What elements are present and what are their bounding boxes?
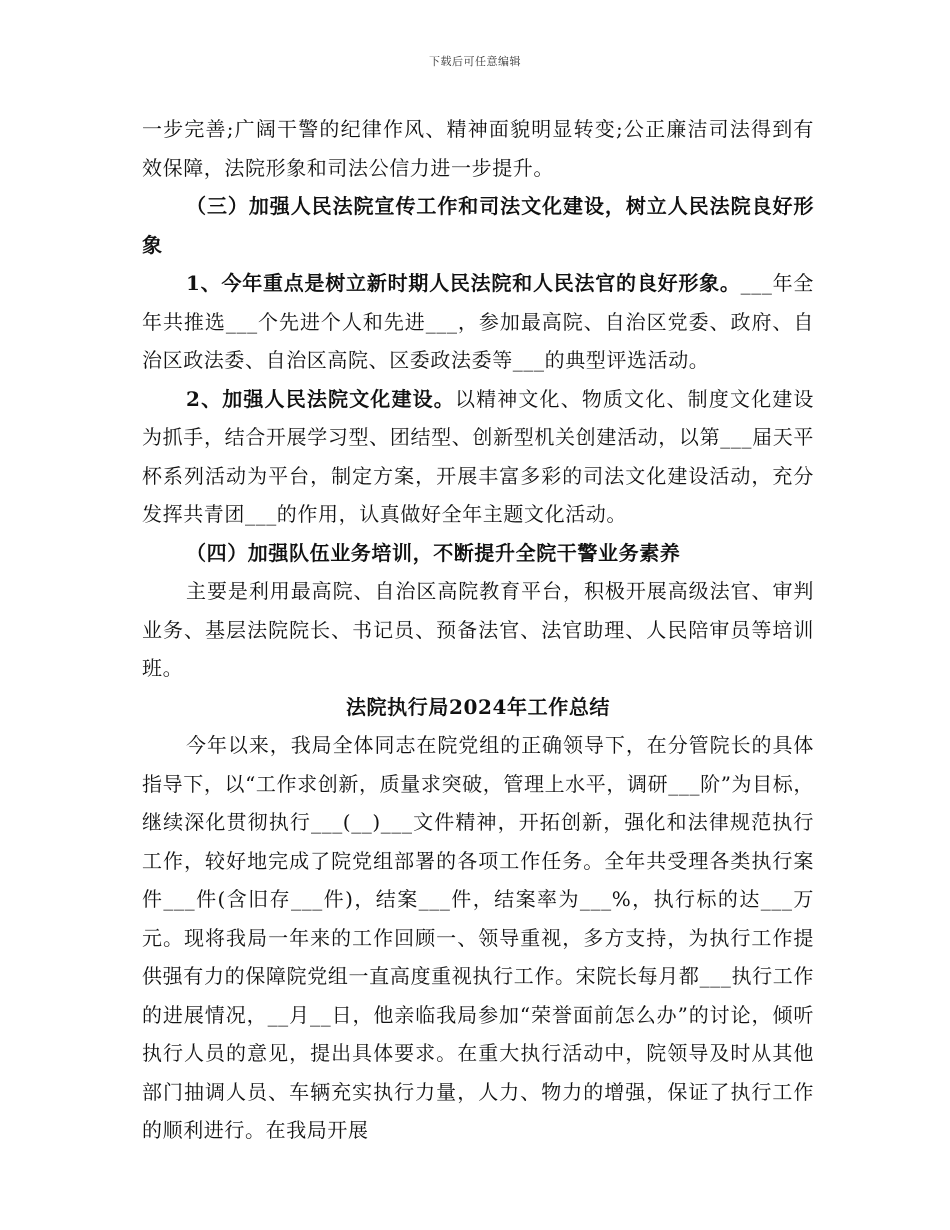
section-heading-4: （四）加强队伍业务培训，不断提升全院干警业务素养 (186, 540, 681, 565)
item-2-text: 以精神文化、物质文化、制度文化建设为抓手，结合开展学习型、团结型、创新型机关创建活动，以第___届天平杯系列活动为平台，制定方案，开展丰富多彩的司法文化建设活动，充分发挥共青团___的作用，认真做好全年主题文化活动。 (142, 386, 815, 526)
training-paragraph: 主要是利用最高院、自治区高院教育平台，积极开展高级法官、审判业务、基层法院院长、书记员、预备法官、法官助理、人民陪审员等培训班。 (142, 579, 814, 680)
item-1-lead: 1、今年重点是树立新时期人民法院和人民法官的良好形象。 (186, 271, 741, 295)
summary-paragraph: 今年以来，我局全体同志在院党组的正确领导下，在分管院长的具体指导下，以“工作求创新，质量求突破，管理上水平，调研___阶”为目标，继续深化贯彻执行___(__)___文件精神，开拓创新，强化和法律规范执行工作，较好地完成了院党组部署的各项工作任务。全年共受理各类执行案件___件(含旧存___件)，结案___件，结案率为___%，执行标的达___万元。现将我局一年来的工作回顾一、领导重视，多方支持，为执行工作提供强有力的保障院党组一直高度重视执行工作。宋院长每月都___执行工作的进展情况，__月__日，他亲临我局参加“荣誉面前怎么办”的讨论，倾听执行人员的意见，提出具体要求。在重大执行活动中，院领导及时从其他部门抽调人员、车辆充实执行力量，人力、物力的增强，保证了执行工作的顺利进行。在我局开展 (142, 733, 814, 1142)
item-1-text: ___年全年共推选___个先进个人和先进___，参加最高院、自治区党委、政府、自治区政法委、自治区高院、区委政法委等___的典型评选活动。 (142, 271, 814, 372)
item-1-paragraph (142, 264, 814, 380)
section-heading-3: （三）加强人民法院宣传工作和司法文化建设，树立人民法院良好形象 (142, 194, 814, 257)
document-body (142, 110, 814, 1150)
page-header-note: 下载后可任意编辑 (429, 55, 521, 68)
item-2-lead: 2、加强人民法院文化建设。 (186, 386, 455, 411)
paragraph-continuation: 一步完善;广阔干警的纪律作风、精神面貌明显转变;公正廉洁司法得到有效保障，法院形象和司法公信力进一步提升。 (142, 117, 814, 180)
item-2-paragraph (142, 380, 814, 534)
document-title: 法院执行局2024年工作总结 (345, 694, 611, 719)
